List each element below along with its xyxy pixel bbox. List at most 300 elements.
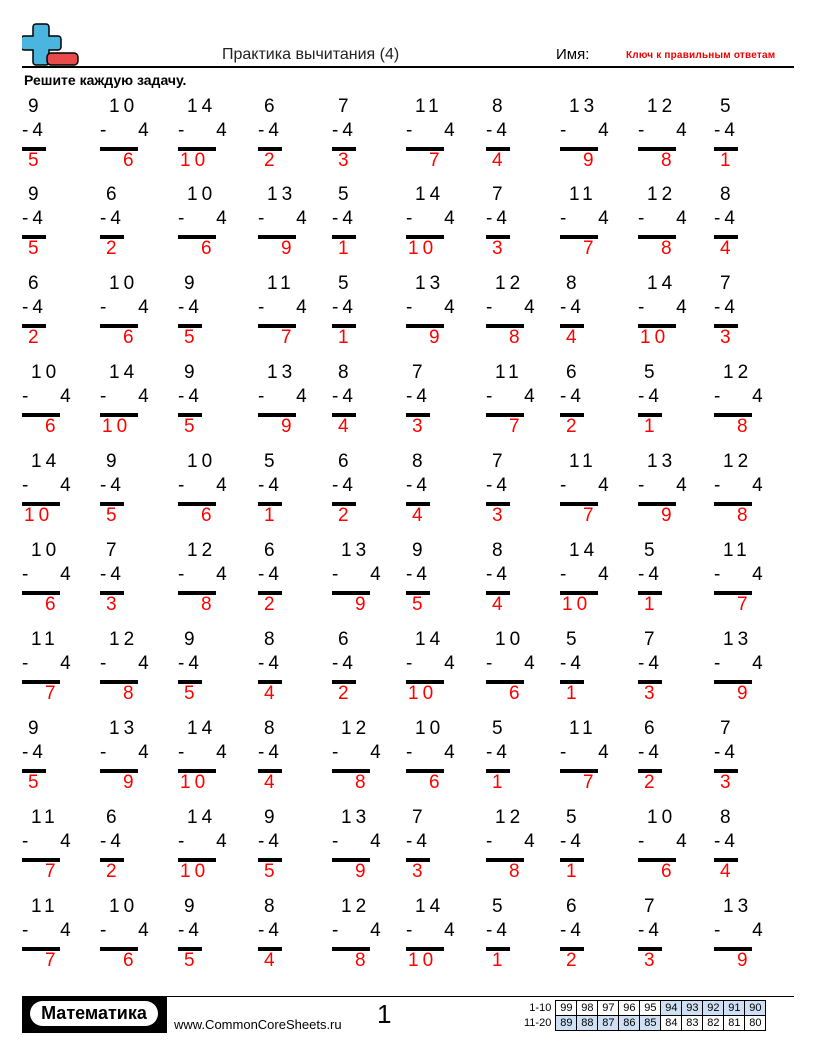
answer: 1 bbox=[566, 861, 581, 882]
minuend: 11 bbox=[415, 96, 443, 117]
subtrahend: -4 bbox=[332, 386, 357, 407]
problem bbox=[22, 362, 92, 442]
score-cell: 80 bbox=[745, 1016, 766, 1031]
problem bbox=[178, 896, 248, 976]
subtrahend: -4 bbox=[560, 653, 585, 674]
problem bbox=[22, 718, 92, 798]
minuend: 9 bbox=[28, 718, 43, 739]
minuend: 11 bbox=[31, 896, 59, 917]
problem bbox=[100, 96, 170, 176]
minuend: 5 bbox=[264, 451, 279, 472]
minuend: 14 bbox=[415, 896, 445, 917]
subtrahend: -4 bbox=[714, 742, 739, 763]
minuend: 5 bbox=[492, 896, 507, 917]
score-cell: 87 bbox=[598, 1016, 619, 1031]
answer: 9 bbox=[737, 683, 752, 704]
minuend: 6 bbox=[566, 896, 581, 917]
subtrahend: -4 bbox=[332, 475, 357, 496]
subtrahend: -4 bbox=[100, 475, 125, 496]
worksheet-header bbox=[22, 44, 794, 68]
subtrahend: - 4 bbox=[638, 297, 691, 318]
answer: 10 bbox=[408, 238, 438, 259]
answer: 6 bbox=[201, 238, 216, 259]
minuend: 7 bbox=[720, 273, 735, 294]
score-cell: 85 bbox=[640, 1016, 661, 1031]
answer: 9 bbox=[355, 594, 370, 615]
subtrahend: - 4 bbox=[258, 297, 311, 318]
answer: 3 bbox=[492, 505, 507, 526]
minuend: 12 bbox=[495, 807, 525, 828]
subtrahend: - 4 bbox=[332, 564, 385, 585]
minuend: 8 bbox=[412, 451, 427, 472]
answer: 4 bbox=[264, 950, 279, 971]
minuend: 14 bbox=[187, 718, 217, 739]
problem bbox=[714, 896, 784, 976]
subtrahend: - 4 bbox=[258, 208, 311, 229]
answer: 4 bbox=[412, 505, 427, 526]
subtrahend: - 4 bbox=[406, 297, 459, 318]
minuend: 12 bbox=[341, 896, 371, 917]
answer: 4 bbox=[720, 238, 735, 259]
subtrahend: - 4 bbox=[486, 386, 539, 407]
subtrahend: -4 bbox=[178, 920, 203, 941]
minuend: 10 bbox=[495, 629, 525, 650]
answer: 5 bbox=[184, 416, 199, 437]
score-cell: 94 bbox=[661, 1001, 682, 1016]
subtrahend: -4 bbox=[22, 742, 47, 763]
answer: 7 bbox=[45, 861, 60, 882]
minuend: 9 bbox=[28, 96, 43, 117]
subtrahend: - 4 bbox=[100, 386, 153, 407]
subtrahend: -4 bbox=[258, 653, 283, 674]
subtrahend: -4 bbox=[258, 742, 283, 763]
minuend: 8 bbox=[720, 184, 735, 205]
subtrahend: - 4 bbox=[486, 297, 539, 318]
subtrahend: -4 bbox=[638, 386, 663, 407]
subtrahend: - 4 bbox=[638, 120, 691, 141]
subtrahend: -4 bbox=[486, 564, 511, 585]
problem bbox=[332, 896, 402, 976]
answer: 7 bbox=[583, 505, 598, 526]
subtrahend: - 4 bbox=[638, 208, 691, 229]
subtrahend: -4 bbox=[560, 297, 585, 318]
answer: 6 bbox=[45, 416, 60, 437]
answer: 5 bbox=[184, 950, 199, 971]
answer: 6 bbox=[509, 683, 524, 704]
score-cell: 93 bbox=[682, 1001, 703, 1016]
answer: 10 bbox=[640, 327, 670, 348]
answer: 5 bbox=[106, 505, 121, 526]
problem bbox=[258, 718, 328, 798]
answer: 8 bbox=[123, 683, 138, 704]
answer: 10 bbox=[24, 505, 54, 526]
minuend: 6 bbox=[106, 184, 121, 205]
answer: 6 bbox=[123, 950, 138, 971]
subtrahend: - 4 bbox=[560, 564, 613, 585]
answer: 1 bbox=[644, 416, 659, 437]
minuend: 5 bbox=[566, 629, 581, 650]
score-cell: 88 bbox=[577, 1016, 598, 1031]
answer: 8 bbox=[737, 505, 752, 526]
subtrahend: - 4 bbox=[178, 742, 231, 763]
brand-badge bbox=[22, 997, 167, 1033]
minuend: 12 bbox=[723, 362, 753, 383]
minuend: 5 bbox=[566, 807, 581, 828]
subtrahend: -4 bbox=[560, 920, 585, 941]
subtrahend: - 4 bbox=[406, 653, 459, 674]
minuend: 10 bbox=[109, 896, 139, 917]
subtrahend: - 4 bbox=[178, 208, 231, 229]
problem bbox=[560, 451, 630, 531]
minuend: 5 bbox=[720, 96, 735, 117]
answer: 7 bbox=[509, 416, 524, 437]
subtrahend: -4 bbox=[406, 475, 431, 496]
minuend: 14 bbox=[187, 807, 217, 828]
minuend: 12 bbox=[187, 540, 217, 561]
problem bbox=[332, 96, 402, 176]
problem bbox=[100, 184, 170, 264]
site-url: www.CommonCoreSheets.ru bbox=[174, 1017, 342, 1032]
minuend: 7 bbox=[106, 540, 121, 561]
score-cell: 91 bbox=[724, 1001, 745, 1016]
answer: 4 bbox=[720, 861, 735, 882]
answer: 6 bbox=[123, 327, 138, 348]
answer: 3 bbox=[720, 772, 735, 793]
problem bbox=[638, 540, 708, 620]
answer: 9 bbox=[281, 238, 296, 259]
problem bbox=[486, 896, 556, 976]
minuend: 8 bbox=[720, 807, 735, 828]
problem bbox=[714, 184, 784, 264]
answer: 9 bbox=[355, 861, 370, 882]
answer: 7 bbox=[281, 327, 296, 348]
minuend: 7 bbox=[412, 362, 427, 383]
problem bbox=[560, 540, 630, 620]
minuend: 9 bbox=[28, 184, 43, 205]
score-table bbox=[522, 1000, 766, 1031]
answer: 5 bbox=[184, 327, 199, 348]
problem bbox=[258, 629, 328, 709]
minuend: 12 bbox=[341, 718, 371, 739]
subtrahend: -4 bbox=[178, 653, 203, 674]
minuend: 8 bbox=[566, 273, 581, 294]
problem bbox=[100, 896, 170, 976]
subtrahend: -4 bbox=[100, 564, 125, 585]
answer: 9 bbox=[737, 950, 752, 971]
minuend: 8 bbox=[264, 629, 279, 650]
subtrahend: - 4 bbox=[332, 920, 385, 941]
problem bbox=[100, 629, 170, 709]
answer: 2 bbox=[644, 772, 659, 793]
problem bbox=[332, 362, 402, 442]
answer: 7 bbox=[737, 594, 752, 615]
subtrahend: -4 bbox=[332, 653, 357, 674]
subtrahend: - 4 bbox=[714, 386, 767, 407]
score-cell: 95 bbox=[640, 1001, 661, 1016]
problem bbox=[638, 451, 708, 531]
subtrahend: - 4 bbox=[178, 120, 231, 141]
minuend: 12 bbox=[647, 96, 677, 117]
answer: 4 bbox=[566, 327, 581, 348]
subtrahend: - 4 bbox=[22, 653, 75, 674]
subtrahend: - 4 bbox=[406, 208, 459, 229]
answer: 7 bbox=[45, 950, 60, 971]
problem bbox=[258, 896, 328, 976]
minuend: 14 bbox=[415, 629, 445, 650]
minuend: 10 bbox=[109, 273, 139, 294]
answer: 1 bbox=[338, 238, 353, 259]
problem bbox=[486, 629, 556, 709]
answer: 4 bbox=[264, 683, 279, 704]
answer: 5 bbox=[412, 594, 427, 615]
score-range-label: 1-10 bbox=[529, 1002, 552, 1014]
score-row bbox=[522, 1016, 766, 1031]
score-cell: 89 bbox=[556, 1016, 577, 1031]
minuend: 10 bbox=[187, 184, 217, 205]
subtrahend: -4 bbox=[22, 297, 47, 318]
score-cell: 82 bbox=[703, 1016, 724, 1031]
minuend: 13 bbox=[341, 807, 371, 828]
answer: 7 bbox=[429, 150, 444, 171]
subtrahend: -4 bbox=[100, 831, 125, 852]
minuend: 12 bbox=[109, 629, 139, 650]
answer: 8 bbox=[355, 772, 370, 793]
minuend: 11 bbox=[723, 540, 751, 561]
answer: 5 bbox=[28, 772, 43, 793]
minuend: 14 bbox=[569, 540, 599, 561]
problem bbox=[638, 362, 708, 442]
subtrahend: -4 bbox=[258, 920, 283, 941]
problem bbox=[178, 451, 248, 531]
subtrahend: -4 bbox=[332, 208, 357, 229]
subtrahend: - 4 bbox=[100, 920, 153, 941]
score-range-label: 11-20 bbox=[524, 1017, 552, 1029]
minuend: 9 bbox=[184, 362, 199, 383]
answer: 3 bbox=[338, 150, 353, 171]
problem bbox=[714, 718, 784, 798]
subtrahend: -4 bbox=[486, 920, 511, 941]
subtrahend: -4 bbox=[406, 386, 431, 407]
answer: 3 bbox=[412, 416, 427, 437]
problem bbox=[258, 362, 328, 442]
problem bbox=[560, 718, 630, 798]
answer: 1 bbox=[644, 594, 659, 615]
answer: 2 bbox=[264, 150, 279, 171]
minuend: 14 bbox=[647, 273, 677, 294]
answer: 9 bbox=[281, 416, 296, 437]
problem bbox=[560, 273, 630, 353]
minuend: 5 bbox=[338, 184, 353, 205]
minuend: 5 bbox=[644, 362, 659, 383]
subtrahend: - 4 bbox=[22, 386, 75, 407]
answer: 8 bbox=[661, 150, 676, 171]
score-cell: 84 bbox=[661, 1016, 682, 1031]
problem bbox=[638, 718, 708, 798]
minuend: 6 bbox=[338, 451, 353, 472]
problem bbox=[638, 629, 708, 709]
subtrahend: -4 bbox=[406, 831, 431, 852]
subtrahend: -4 bbox=[560, 831, 585, 852]
subtrahend: - 4 bbox=[714, 653, 767, 674]
subtrahend: - 4 bbox=[100, 653, 153, 674]
minuend: 11 bbox=[267, 273, 295, 294]
problem bbox=[258, 540, 328, 620]
minuend: 10 bbox=[31, 362, 61, 383]
subtrahend: - 4 bbox=[178, 564, 231, 585]
problem bbox=[178, 629, 248, 709]
problem bbox=[100, 540, 170, 620]
minuend: 13 bbox=[569, 96, 599, 117]
answer: 2 bbox=[566, 416, 581, 437]
problem bbox=[406, 362, 476, 442]
problem bbox=[560, 362, 630, 442]
problem bbox=[332, 718, 402, 798]
subtrahend: - 4 bbox=[22, 831, 75, 852]
problem bbox=[406, 718, 476, 798]
answer: 10 bbox=[180, 772, 210, 793]
subtrahend: - 4 bbox=[178, 831, 231, 852]
problem bbox=[406, 629, 476, 709]
answer: 2 bbox=[264, 594, 279, 615]
footer bbox=[22, 996, 794, 1037]
problem bbox=[560, 96, 630, 176]
minuend: 14 bbox=[31, 451, 61, 472]
minuend: 9 bbox=[264, 807, 279, 828]
answer: 3 bbox=[412, 861, 427, 882]
problem bbox=[714, 540, 784, 620]
problem bbox=[638, 273, 708, 353]
minuend: 9 bbox=[106, 451, 121, 472]
answer: 10 bbox=[102, 416, 132, 437]
answer: 3 bbox=[720, 327, 735, 348]
subtrahend: - 4 bbox=[22, 475, 75, 496]
answer: 9 bbox=[429, 327, 444, 348]
answer: 9 bbox=[661, 505, 676, 526]
answer: 7 bbox=[583, 238, 598, 259]
minuend: 13 bbox=[109, 718, 139, 739]
minuend: 12 bbox=[495, 273, 525, 294]
problem bbox=[332, 540, 402, 620]
problem bbox=[714, 273, 784, 353]
subtrahend: -4 bbox=[332, 120, 357, 141]
problem bbox=[22, 96, 92, 176]
problem bbox=[258, 96, 328, 176]
problem bbox=[332, 451, 402, 531]
problem bbox=[100, 362, 170, 442]
subtrahend: -4 bbox=[178, 297, 203, 318]
subtrahend: -4 bbox=[258, 564, 283, 585]
subtrahend: -4 bbox=[258, 120, 283, 141]
minuend: 8 bbox=[492, 540, 507, 561]
answer: 3 bbox=[492, 238, 507, 259]
problem bbox=[406, 273, 476, 353]
subtrahend: - 4 bbox=[258, 386, 311, 407]
answer: 8 bbox=[509, 327, 524, 348]
minuend: 13 bbox=[723, 629, 753, 650]
minuend: 6 bbox=[264, 96, 279, 117]
minuend: 7 bbox=[412, 807, 427, 828]
problem bbox=[258, 451, 328, 531]
subtrahend: -4 bbox=[486, 475, 511, 496]
subtrahend: -4 bbox=[714, 831, 739, 852]
problem bbox=[100, 718, 170, 798]
answer: 3 bbox=[106, 594, 121, 615]
minuend: 14 bbox=[187, 96, 217, 117]
problem bbox=[406, 451, 476, 531]
problem bbox=[100, 807, 170, 887]
problem bbox=[714, 451, 784, 531]
minuend: 11 bbox=[31, 807, 59, 828]
subtrahend: - 4 bbox=[178, 475, 231, 496]
problem bbox=[178, 540, 248, 620]
minuend: 7 bbox=[644, 629, 659, 650]
subtrahend: - 4 bbox=[486, 831, 539, 852]
problem bbox=[100, 451, 170, 531]
subtrahend: - 4 bbox=[406, 742, 459, 763]
minuend: 5 bbox=[644, 540, 659, 561]
answer: 5 bbox=[28, 150, 43, 171]
minuend: 6 bbox=[338, 629, 353, 650]
minuend: 7 bbox=[338, 96, 353, 117]
answer: 4 bbox=[338, 416, 353, 437]
subtrahend: - 4 bbox=[560, 208, 613, 229]
subtrahend: - 4 bbox=[486, 653, 539, 674]
score-cell: 92 bbox=[703, 1001, 724, 1016]
problem bbox=[560, 896, 630, 976]
subtrahend: - 4 bbox=[332, 831, 385, 852]
subtrahend: - 4 bbox=[22, 564, 75, 585]
subtrahend: -4 bbox=[714, 297, 739, 318]
answer: 3 bbox=[644, 683, 659, 704]
score-cell: 99 bbox=[556, 1001, 577, 1016]
minuend: 12 bbox=[647, 184, 677, 205]
problem bbox=[22, 629, 92, 709]
answer: 1 bbox=[492, 772, 507, 793]
minuend: 11 bbox=[569, 451, 597, 472]
minuend: 5 bbox=[492, 718, 507, 739]
answer: 8 bbox=[737, 416, 752, 437]
problem bbox=[178, 718, 248, 798]
problem bbox=[638, 184, 708, 264]
answer: 6 bbox=[429, 772, 444, 793]
minuend: 9 bbox=[184, 896, 199, 917]
answer: 5 bbox=[264, 861, 279, 882]
answer: 6 bbox=[123, 150, 138, 171]
answer: 2 bbox=[106, 861, 121, 882]
subtrahend: -4 bbox=[100, 208, 125, 229]
problem bbox=[406, 96, 476, 176]
minuend: 11 bbox=[569, 718, 597, 739]
minuend: 11 bbox=[31, 629, 59, 650]
problem bbox=[332, 629, 402, 709]
minuend: 6 bbox=[264, 540, 279, 561]
subtrahend: -4 bbox=[258, 831, 283, 852]
problem bbox=[22, 451, 92, 531]
minuend: 6 bbox=[106, 807, 121, 828]
answer: 2 bbox=[106, 238, 121, 259]
subtrahend: - 4 bbox=[406, 120, 459, 141]
minuend: 8 bbox=[492, 96, 507, 117]
subtrahend: -4 bbox=[638, 920, 663, 941]
problem bbox=[22, 807, 92, 887]
problem bbox=[406, 540, 476, 620]
problem bbox=[714, 96, 784, 176]
minuend: 5 bbox=[338, 273, 353, 294]
subtrahend: - 4 bbox=[22, 920, 75, 941]
answer: 6 bbox=[201, 505, 216, 526]
answer: 10 bbox=[562, 594, 592, 615]
subtrahend: -4 bbox=[638, 653, 663, 674]
